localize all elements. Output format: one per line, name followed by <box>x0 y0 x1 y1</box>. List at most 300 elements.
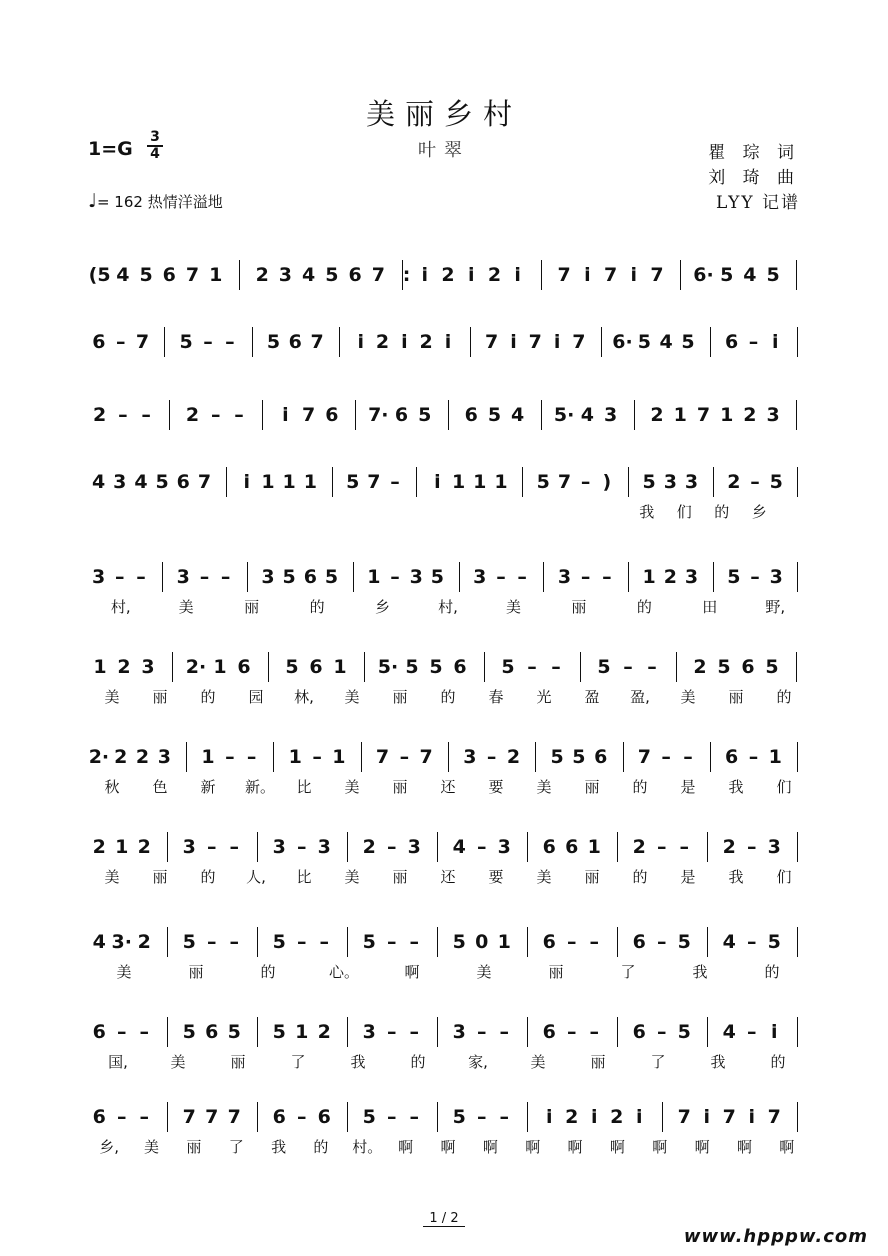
lyric-word: 的 <box>200 868 216 886</box>
note: 5 <box>139 264 153 286</box>
note: 2 <box>255 264 269 286</box>
note: 1 <box>494 471 508 493</box>
note: 2 <box>441 264 455 286</box>
note: 6 <box>632 931 646 953</box>
lyric-word: 的 <box>260 963 276 981</box>
note: 2 <box>722 836 736 858</box>
note: 3 <box>91 566 106 588</box>
bar-line <box>247 562 248 592</box>
lyric-word: 美 <box>116 963 132 981</box>
lyric-word: 丽 <box>152 688 168 706</box>
lyric-word: 们 <box>676 503 692 521</box>
lyric-word: 我 <box>639 503 655 521</box>
note: i <box>748 1106 755 1128</box>
bar-line <box>167 927 168 957</box>
lyric-word: 了 <box>228 1138 244 1156</box>
lyric-word: 的 <box>776 688 792 706</box>
bar-line <box>527 927 528 957</box>
bar-line <box>535 742 536 772</box>
note: 1 <box>303 471 317 493</box>
note: – <box>141 404 151 426</box>
note: 3 <box>684 566 699 588</box>
lyric-word: 丽 <box>584 868 600 886</box>
note: 2 <box>362 836 376 858</box>
note: 1 <box>497 931 511 953</box>
lyric-word: 人, <box>246 868 266 886</box>
note: 5 <box>677 1021 691 1043</box>
lyric-word: 要 <box>488 868 504 886</box>
note: – <box>589 1021 599 1043</box>
note: – <box>207 931 217 953</box>
notation-line <box>88 465 808 505</box>
note: i <box>434 471 441 493</box>
composer-credit: 刘 琦 曲 <box>708 168 800 188</box>
note: – <box>486 746 497 768</box>
note: 6 <box>394 404 409 426</box>
bar-line <box>172 652 173 682</box>
note: – <box>118 404 128 426</box>
note: 3 <box>141 656 155 678</box>
bar-line <box>355 400 356 430</box>
lyric-word: 丽 <box>186 1138 202 1156</box>
note: 5 <box>430 566 445 588</box>
note: – <box>390 471 400 493</box>
note: 2 <box>663 566 677 588</box>
lyric-word: 的 <box>309 598 325 616</box>
note: 3 <box>473 566 487 588</box>
note: i <box>514 264 521 286</box>
bar-line <box>448 742 449 772</box>
lyric-word: 我 <box>710 1053 726 1071</box>
note: 2· <box>185 656 207 678</box>
lyric-word: 园 <box>248 688 264 706</box>
lyric-word: 的 <box>313 1138 329 1156</box>
note: 5 <box>637 331 651 353</box>
note: 5 <box>179 331 193 353</box>
note: 4 <box>580 404 594 426</box>
note: 7· <box>368 404 389 426</box>
note: 7 <box>528 331 542 353</box>
note: 6 <box>741 656 755 678</box>
note: i <box>584 264 591 286</box>
note: 3 <box>603 404 618 426</box>
note: 2 <box>632 836 646 858</box>
notation-line <box>88 650 808 690</box>
note: 7 <box>302 404 316 426</box>
lyric-word: 的 <box>410 1053 426 1071</box>
lyric-word: 丽 <box>244 598 260 616</box>
notation-line <box>88 830 808 870</box>
note: – <box>246 746 257 768</box>
note: 5 <box>272 1021 286 1043</box>
note: 1 <box>367 566 381 588</box>
note: 6 <box>725 746 739 768</box>
note: 6 <box>594 746 608 768</box>
lyric-line <box>88 1136 808 1160</box>
bar-line <box>268 652 269 682</box>
bar-line <box>797 927 798 957</box>
note: 5 <box>765 656 779 678</box>
lyric-word: 们 <box>776 868 792 886</box>
notation-row <box>88 560 808 616</box>
lyric-word: 秋 <box>104 778 120 796</box>
bar-line <box>226 467 227 497</box>
note: 5 <box>767 931 781 953</box>
bar-line <box>676 652 677 682</box>
note: – <box>409 1106 419 1128</box>
notation-line <box>88 925 808 965</box>
bar-line <box>707 832 708 862</box>
notation-row <box>88 740 808 796</box>
notation-line <box>88 398 808 438</box>
bar-line <box>339 327 340 357</box>
lyric-word: 的 <box>440 688 456 706</box>
note: 1 <box>115 836 129 858</box>
note: – <box>580 566 591 588</box>
lyric-word: 林, <box>294 688 314 706</box>
note: 5 <box>282 566 296 588</box>
note: – <box>589 931 599 953</box>
note: 3 <box>278 264 293 286</box>
note: 1 <box>673 404 687 426</box>
lyric-word: 啊 <box>482 1138 498 1156</box>
note: 5 <box>572 746 586 768</box>
note: i <box>510 331 517 353</box>
bar-line <box>470 327 471 357</box>
note: – <box>203 331 213 353</box>
note: 5 <box>346 471 360 493</box>
note: i <box>467 264 475 286</box>
note: 0 <box>475 931 489 953</box>
lyric-word: 要 <box>488 778 504 796</box>
lyric-word: 国, <box>108 1053 128 1071</box>
notation-row <box>88 258 808 298</box>
bar-line <box>797 742 798 772</box>
bar-line <box>527 1102 528 1132</box>
bar-line <box>484 652 485 682</box>
note: 1 <box>209 264 223 286</box>
page-number: 1 / 2 <box>0 1211 888 1226</box>
lyric-word: 家, <box>468 1053 488 1071</box>
lyric-word: 是 <box>680 868 696 886</box>
note: – <box>139 1106 149 1128</box>
note: – <box>409 1021 419 1043</box>
bar-line <box>239 260 240 290</box>
note: i <box>545 1106 553 1128</box>
note: 6 <box>453 656 467 678</box>
notation-row <box>88 1015 808 1071</box>
note: 6 <box>92 1106 106 1128</box>
note: 6 <box>205 1021 219 1043</box>
note: 5· <box>377 656 399 678</box>
note: 4 <box>92 931 106 953</box>
notation-row <box>88 325 808 365</box>
note: 2· <box>88 746 110 768</box>
note: 1 <box>288 746 302 768</box>
note: 5 <box>452 931 466 953</box>
bar-line <box>364 652 365 682</box>
lyric-word: 美 <box>104 688 120 706</box>
note: – <box>210 404 221 426</box>
note: – <box>297 1106 307 1128</box>
note: 4 <box>511 404 525 426</box>
note: 1 <box>473 471 487 493</box>
note: 1 <box>282 471 296 493</box>
lyric-word: 美 <box>530 1053 546 1071</box>
note: 7 <box>603 264 618 286</box>
lyric-word: 们 <box>776 778 792 796</box>
note: 7 <box>419 746 433 768</box>
note: 2 <box>137 931 151 953</box>
time-signature-bottom: 4 <box>147 145 163 162</box>
lyric-word: 野, <box>765 598 786 616</box>
note: 5 <box>429 656 443 678</box>
time-signature-top: 3 <box>150 129 160 145</box>
lyricist-credit: 瞿 琮 词 <box>708 143 800 163</box>
note: – <box>748 746 759 768</box>
note: i <box>553 331 561 353</box>
note: 4 <box>302 264 316 286</box>
note: – <box>551 656 561 678</box>
note: 5· <box>553 404 575 426</box>
bar-line <box>262 400 263 430</box>
note: 2 <box>727 471 741 493</box>
note: i <box>444 331 452 353</box>
notation-line <box>88 740 808 780</box>
note: 6 <box>348 264 362 286</box>
note: 2 <box>92 836 106 858</box>
note: 6 <box>317 1106 331 1128</box>
tempo-marking <box>88 190 223 212</box>
note: 3 <box>362 1021 376 1043</box>
notation-line <box>88 1015 808 1055</box>
note: 2 <box>487 264 502 286</box>
notation-line <box>88 1100 808 1140</box>
bar-line <box>797 562 798 592</box>
lyric-word: 我 <box>692 963 708 981</box>
note: 4 <box>452 836 466 858</box>
note: 5 <box>769 471 783 493</box>
lyric-word: 美 <box>344 688 360 706</box>
lyric-word: 盈, <box>630 688 650 706</box>
notation-row <box>88 830 808 886</box>
lyric-word: 是 <box>680 778 696 796</box>
note: i <box>772 331 779 353</box>
notation-line <box>88 258 808 298</box>
note: 3 <box>272 836 286 858</box>
lyric-word: 的 <box>714 503 730 521</box>
note: – <box>117 1021 127 1043</box>
note: 1 <box>720 404 734 426</box>
note: 5 <box>362 931 376 953</box>
note: 6 <box>176 471 190 493</box>
lyric-word: 的 <box>200 688 216 706</box>
note: 2 <box>693 656 707 678</box>
lyric-word: 村。 <box>352 1138 383 1156</box>
bar-line <box>680 260 681 290</box>
lyric-word: 的 <box>770 1053 786 1071</box>
lyric-line <box>88 961 808 985</box>
note: 2 <box>117 656 131 678</box>
note: – <box>679 836 689 858</box>
note: – <box>207 836 217 858</box>
note: – <box>496 566 506 588</box>
note: 7 <box>310 331 324 353</box>
lyric-word: 丽 <box>392 778 408 796</box>
bar-line <box>623 742 624 772</box>
lyric-word: 美 <box>476 963 492 981</box>
note: 1 <box>451 471 466 493</box>
lyric-word: 了 <box>650 1053 666 1071</box>
note: 5 <box>597 656 611 678</box>
bar-line <box>662 1102 663 1132</box>
bar-line <box>796 260 797 290</box>
note: 5 <box>550 746 564 768</box>
note: 7 <box>227 1106 241 1128</box>
note: 6 <box>303 566 317 588</box>
bar-line <box>707 1017 708 1047</box>
note: – <box>229 836 239 858</box>
note: 5 <box>182 1021 196 1043</box>
note: 5 <box>717 656 731 678</box>
notation-row <box>88 925 808 981</box>
note: 5 <box>677 931 691 953</box>
note: 4 <box>722 931 736 953</box>
lyric-word: 美 <box>680 688 696 706</box>
bar-line <box>713 467 714 497</box>
site-watermark: www.hpppw.com <box>683 1226 868 1247</box>
lyric-word: 乡 <box>751 503 767 521</box>
note: 6· <box>693 264 714 286</box>
bar-line <box>710 327 711 357</box>
note: 1 <box>642 566 656 588</box>
note: 5 <box>642 471 656 493</box>
bar-line <box>796 652 797 682</box>
lyric-word: 丽 <box>152 868 168 886</box>
note: 6 <box>309 656 323 678</box>
key-signature: 1=G <box>88 138 133 160</box>
bar-line <box>601 327 602 357</box>
note: 6 <box>542 931 556 953</box>
note: – <box>750 566 760 588</box>
note: – <box>387 1021 397 1043</box>
note: 6 <box>325 404 339 426</box>
note: 5 <box>325 264 339 286</box>
note: – <box>657 836 667 858</box>
lyric-word: 田 <box>702 598 718 616</box>
note: 7 <box>572 331 586 353</box>
lyric-word: 美 <box>144 1138 160 1156</box>
lyric-word: 我 <box>350 1053 366 1071</box>
bar-line <box>347 832 348 862</box>
bar-line <box>628 562 629 592</box>
note: 1 <box>93 656 107 678</box>
note: 3 <box>497 836 511 858</box>
note: 1 <box>332 746 346 768</box>
note: 7 <box>696 404 711 426</box>
note: (5 <box>88 264 111 286</box>
note: 4 <box>659 331 673 353</box>
note: – <box>477 1106 487 1128</box>
bar-line <box>437 1017 438 1047</box>
lyric-word: 丽 <box>230 1053 246 1071</box>
note: – <box>136 566 146 588</box>
note: 3 <box>182 836 196 858</box>
bar-line <box>710 742 711 772</box>
note: 2 <box>743 404 757 426</box>
note: – <box>527 656 537 678</box>
lyric-word: 丽 <box>188 963 204 981</box>
note: 6 <box>632 1021 646 1043</box>
lyric-word: 丽 <box>548 963 564 981</box>
note: – <box>477 836 487 858</box>
note: 3 <box>766 404 780 426</box>
note: 3 <box>463 746 477 768</box>
bar-line <box>347 927 348 957</box>
time-signature <box>147 130 163 162</box>
note: 5 <box>362 1106 376 1128</box>
note: – <box>387 931 397 953</box>
lyric-word: 心。 <box>329 963 360 981</box>
repeat-sign: : <box>402 264 411 286</box>
note: 2 <box>650 404 664 426</box>
lyric-word: 丽 <box>392 688 408 706</box>
lyric-word: 美 <box>344 778 360 796</box>
lyric-line <box>88 776 808 800</box>
note: – <box>220 566 231 588</box>
note: 6 <box>237 656 251 678</box>
note: i <box>282 404 289 426</box>
lyric-word: 我 <box>728 868 744 886</box>
note: 6 <box>725 331 739 353</box>
note: 7 <box>135 331 150 353</box>
bar-line <box>332 467 333 497</box>
lyric-line <box>88 1051 808 1075</box>
notation-row <box>88 465 808 521</box>
quarter-note-icon: ♩ <box>88 190 97 212</box>
note: 6 <box>565 836 579 858</box>
note: – <box>409 931 419 953</box>
bar-line <box>448 400 449 430</box>
notation-line <box>88 560 808 600</box>
note: – <box>117 1106 127 1128</box>
note: 6· <box>612 331 633 353</box>
bar-line <box>353 562 354 592</box>
note: 5 <box>227 1021 241 1043</box>
note: 7 <box>375 746 390 768</box>
bar-line <box>527 832 528 862</box>
note: – <box>499 1106 509 1128</box>
note: 2 <box>185 404 200 426</box>
note: 6 <box>272 1106 286 1128</box>
note: – <box>387 836 397 858</box>
note: 3 <box>261 566 275 588</box>
note: – <box>750 471 760 493</box>
lyric-word: 的 <box>636 598 652 616</box>
bar-line <box>257 1017 258 1047</box>
note: 3 <box>176 566 190 588</box>
note: 6 <box>464 404 478 426</box>
lyric-word: 村, <box>110 598 131 616</box>
bar-line <box>252 327 253 357</box>
note: – <box>115 331 126 353</box>
note: 7 <box>722 1106 736 1128</box>
note: – <box>657 1021 667 1043</box>
lyric-word: 啊 <box>398 1138 414 1156</box>
singer-name: 叶翠 <box>418 140 470 161</box>
lyric-word: 丽 <box>590 1053 606 1071</box>
note: 3 <box>407 836 421 858</box>
